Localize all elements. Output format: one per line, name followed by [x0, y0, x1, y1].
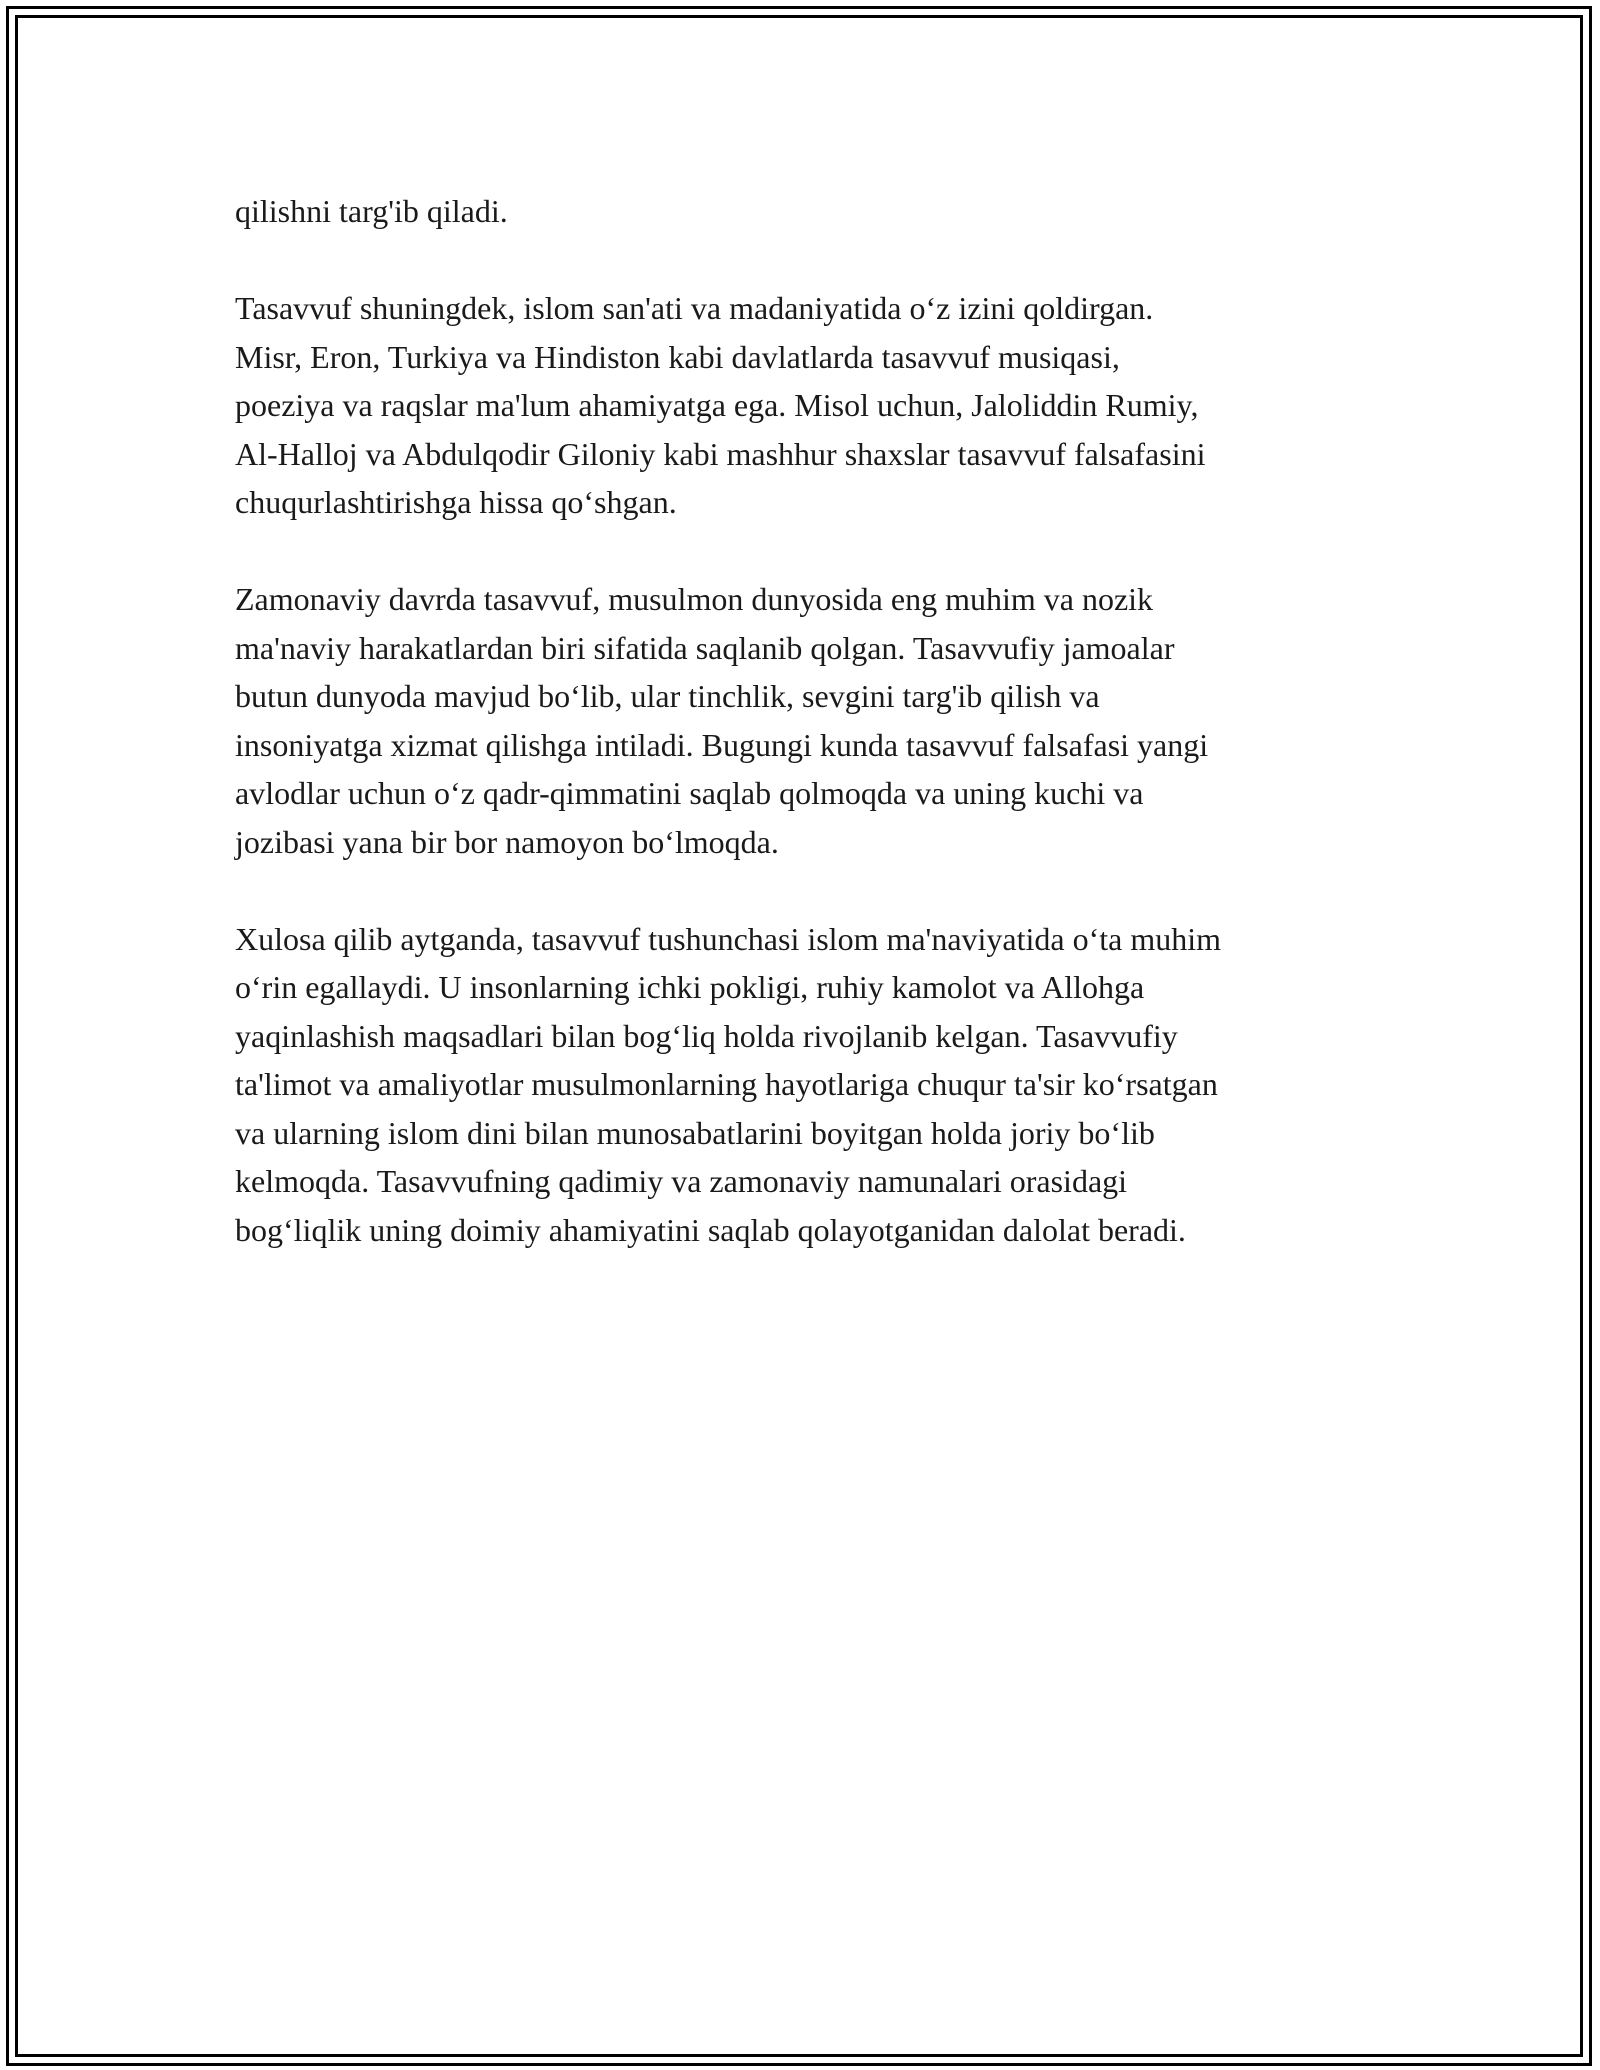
text-line: yaqinlashish maqsadlari bilan bog‘liq holda rivojlanib kelgan. Tasavvufiy	[235, 1017, 1178, 1054]
text-line: ma'naviy harakatlardan biri sifatida saqlanib qolgan. Tasavvufiy jamoalar	[235, 629, 1175, 666]
text-line: avlodlar uchun o‘z qadr-qimmatini saqlab qolmoqda va uning kuchi va	[235, 775, 1144, 811]
text-line: poeziya va raqslar ma'lum ahamiyatga ega. Misol uchun, Jaloliddin Rumiy,	[235, 387, 1199, 423]
paragraph-3	[235, 575, 1415, 866]
text-line: insoniyatga xizmat qilishga intiladi. Bugungi kunda tasavvuf falsafasi yangi	[235, 726, 1209, 763]
text-line: jozibasi yana bir bor namoyon bo‘lmoqda.	[235, 823, 779, 860]
text-line: Tasavvuf shuningdek, islom san'ati va madaniyatida o‘z izini qoldirgan.	[235, 290, 1154, 326]
paragraph-1	[235, 187, 1415, 236]
text-line: o‘rin egallaydi. U insonlarning ichki pokligi, ruhiy kamolot va Allohga	[235, 969, 1145, 1005]
paragraph-2	[235, 284, 1415, 527]
text-line: Zamonaviy davrda tasavvuf, musulmon dunyosida eng muhim va nozik	[235, 581, 1154, 617]
text-line: Xulosa qilib aytganda, tasavvuf tushunchasi islom ma'naviyatida o‘ta muhim	[235, 920, 1222, 957]
text-line: kelmoqda. Tasavvufning qadimiy va zamonaviy namunalari orasidagi	[235, 1163, 1128, 1199]
text-line: chuqurlashtirishga hissa qo‘shgan.	[235, 484, 677, 520]
paragraph-4	[235, 915, 1415, 1255]
document-body	[235, 187, 1415, 1303]
text-line: Misr, Eron, Turkiya va Hindiston kabi davlatlarda tasavvuf musiqasi,	[235, 338, 1120, 375]
text-line: bog‘liqlik uning doimiy ahamiyatini saqlab qolayotganidan dalolat beradi.	[235, 1211, 1186, 1248]
text-line: qilishni targ'ib qiladi.	[235, 193, 508, 229]
text-line: butun dunyoda mavjud bo‘lib, ular tinchlik, sevgini targ'ib qilish va	[235, 678, 1100, 714]
text-line: Al-Halloj va Abdulqodir Giloniy kabi mashhur shaxslar tasavvuf falsafasini	[235, 435, 1206, 472]
text-line: va ularning islom dini bilan munosabatlarini boyitgan holda joriy bo‘lib	[235, 1114, 1155, 1151]
text-line: ta'limot va amaliyotlar musulmonlarning hayotlariga chuqur ta'sir ko‘rsatgan	[235, 1066, 1218, 1102]
